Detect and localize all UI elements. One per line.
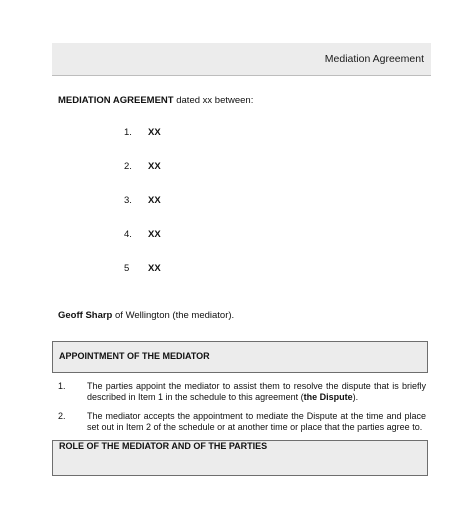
section-title-appointment: APPOINTMENT OF THE MEDIATOR bbox=[59, 351, 210, 361]
header-title: Mediation Agreement bbox=[324, 53, 424, 65]
mediator-line bbox=[58, 310, 234, 321]
intro-dated-text: dated xx between: bbox=[173, 95, 254, 106]
section-heading-box bbox=[52, 440, 428, 476]
clause-number: 1. bbox=[58, 381, 66, 391]
clause-item bbox=[58, 411, 426, 432]
party-number: 2. bbox=[124, 161, 132, 172]
clause-text: The mediator accepts the appointment to mediate the Dispute at the time and place set out in Item 2 of the schedule or at another time or place that the parties agree to. bbox=[87, 411, 426, 432]
intro-agreement-title: MEDIATION AGREEMENT bbox=[58, 95, 174, 106]
section-title-role: ROLE OF THE MEDIATOR AND OF THE PARTIES bbox=[59, 441, 268, 451]
party-name: XX bbox=[148, 195, 161, 206]
mediator-description: of Wellington (the mediator). bbox=[112, 310, 235, 321]
party-item bbox=[124, 195, 161, 206]
party-name: XX bbox=[148, 161, 161, 172]
party-name: XX bbox=[148, 263, 161, 274]
party-item bbox=[124, 127, 161, 138]
party-item bbox=[124, 263, 161, 274]
clause-number: 2. bbox=[58, 411, 66, 421]
clause-item bbox=[58, 381, 426, 402]
mediator-name: Geoff Sharp bbox=[58, 310, 113, 321]
defined-term: the Dispute bbox=[303, 391, 353, 402]
page-header bbox=[52, 43, 431, 76]
party-number: 4. bbox=[124, 229, 132, 240]
party-item bbox=[124, 229, 161, 240]
section-heading-box bbox=[52, 341, 428, 373]
party-name: XX bbox=[148, 127, 161, 138]
clause-text: The parties appoint the mediator to assist them to resolve the dispute that is briefly described in Item 1 in the schedule to this agreement (the Dispute). bbox=[87, 381, 426, 402]
party-number: 1. bbox=[124, 127, 132, 138]
party-number: 5 bbox=[124, 263, 130, 274]
party-item bbox=[124, 161, 161, 172]
intro-line bbox=[58, 95, 253, 106]
party-number: 3. bbox=[124, 195, 132, 206]
party-name: XX bbox=[148, 229, 161, 240]
